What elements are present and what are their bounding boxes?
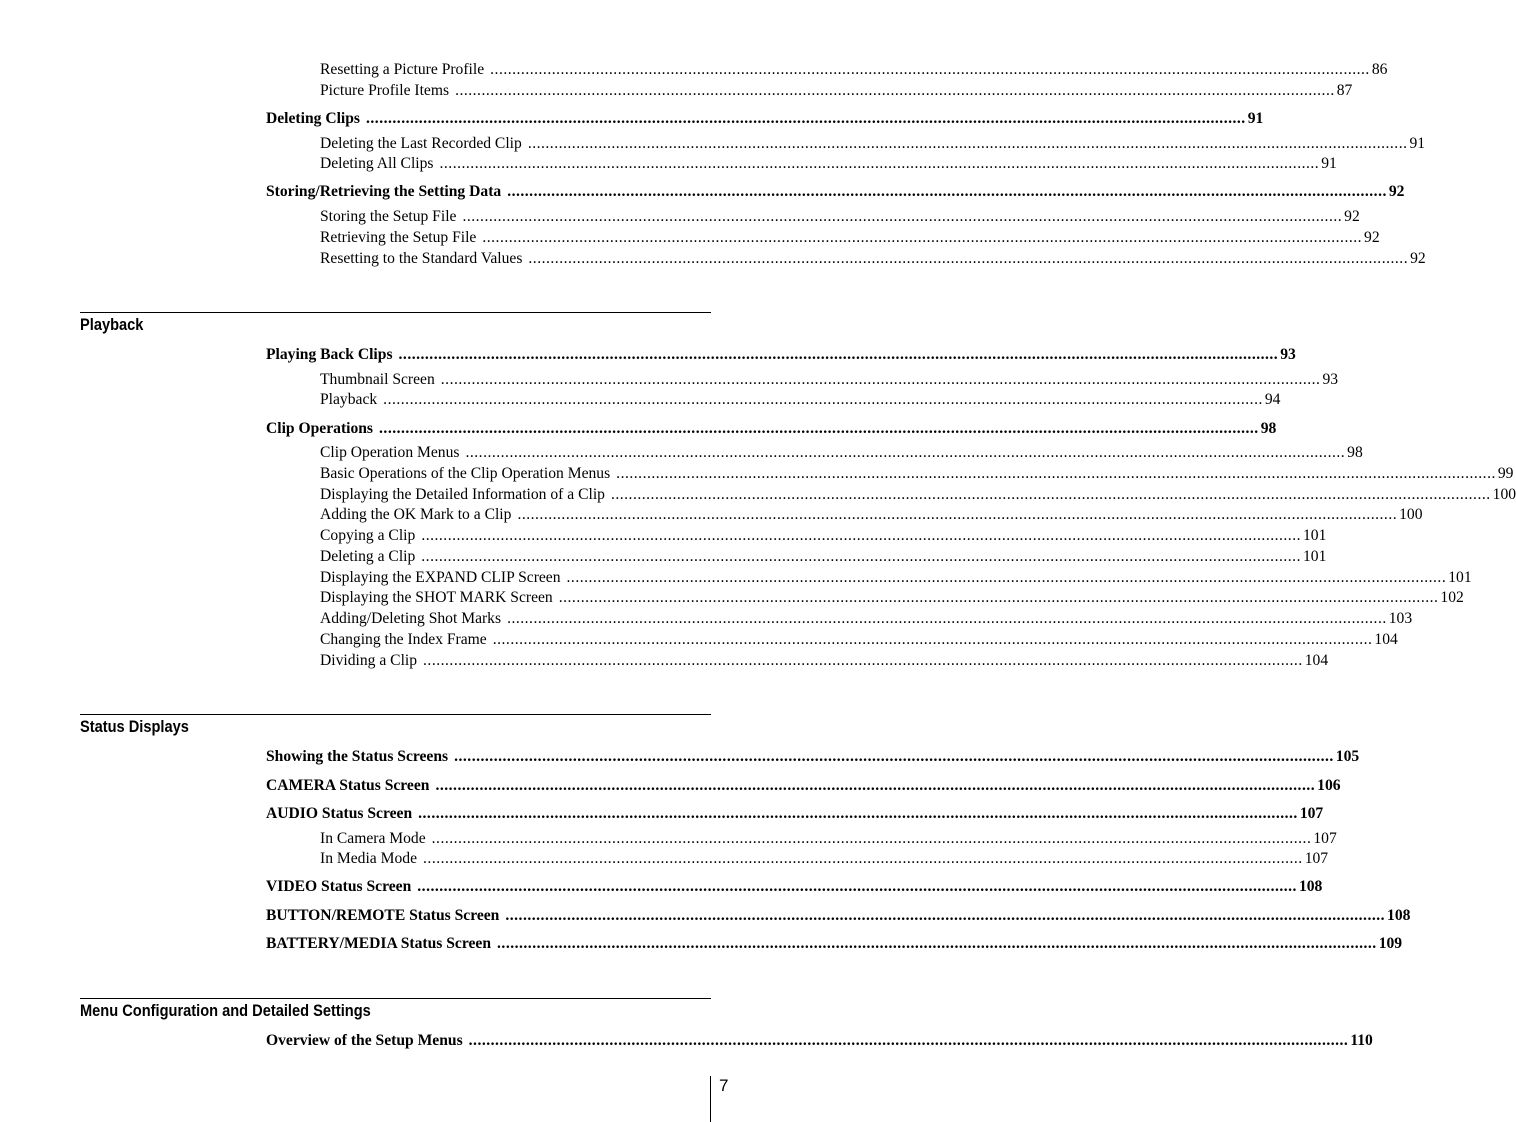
toc-entry-thumbnail-screen[interactable] [320, 370, 1339, 390]
toc-entry-title: Resetting a Picture Profile [320, 61, 485, 78]
toc-entry-page: 108 [1387, 907, 1411, 924]
toc-entry-title: Playing Back Clips [266, 346, 393, 363]
toc-entry-page: 101 [1302, 548, 1327, 565]
toc-entry-deleting-last-recorded-clip[interactable] [320, 134, 1426, 154]
toc-entry-detailed-information-clip[interactable] [320, 485, 1516, 505]
dot-leader: ........................................................................................................................................................................................................ [454, 748, 1334, 765]
toc-entry-title: Adding the OK Mark to a Clip [320, 506, 512, 523]
toc-entry-page: 109 [1378, 935, 1403, 952]
toc-entry-page: 92 [1388, 183, 1405, 200]
toc-entry-dividing-clip[interactable] [320, 651, 1329, 671]
toc-entry-title: Deleting Clips [266, 110, 360, 127]
toc-entry-page: 104 [1374, 631, 1398, 648]
dot-leader: ........................................................................................................................................................................................................ [507, 610, 1387, 627]
toc-entry-title: CAMERA Status Screen [266, 777, 430, 794]
dot-leader: ........................................................................................................................................................................................................ [417, 878, 1297, 895]
toc-entry-title: Deleting the Last Recorded Clip [320, 135, 522, 152]
toc-entry-page: 92 [1364, 229, 1380, 246]
toc-entry-adding-ok-mark[interactable] [320, 505, 1423, 525]
toc-entry-page: 93 [1322, 371, 1339, 388]
dot-leader: ........................................................................................................................................................................................................ [440, 371, 1321, 388]
toc-entry-page: 107 [1304, 850, 1329, 867]
toc-entry-title: Playback [320, 391, 378, 408]
toc-entry-clip-operation-menus[interactable] [320, 443, 1363, 463]
toc-entry-page: 110 [1350, 1032, 1373, 1049]
dot-leader: ........................................................................................................................................................................................................ [418, 805, 1298, 822]
toc-entry-title: Overview of the Setup Menus [266, 1032, 463, 1049]
toc-entry-expand-clip-screen[interactable] [320, 568, 1472, 588]
toc-entry-playing-back-clips[interactable] [266, 345, 1296, 365]
dot-leader: ........................................................................................................................................................................................................ [421, 548, 1301, 565]
section-title-playback: Playback [80, 315, 144, 334]
toc-entry-title: Resetting to the Standard Values [320, 250, 523, 267]
dot-leader: ........................................................................................................................................................................................................ [558, 589, 1439, 606]
dot-leader: ........................................................................................................................................................................................................ [455, 82, 1335, 99]
toc-entry-title: Storing the Setup File [320, 208, 457, 225]
toc-entry-overview-setup-menus[interactable] [266, 1031, 1373, 1051]
toc-entry-changing-index-frame[interactable] [320, 630, 1398, 650]
section-title-status-displays: Status Displays [80, 717, 189, 736]
dot-leader: ........................................................................................................................................................................................................ [527, 135, 1408, 152]
toc-entry-page: 102 [1440, 589, 1464, 606]
toc-entry-title: BUTTON/REMOTE Status Screen [266, 907, 500, 924]
toc-entry-storing-setup-file[interactable] [320, 207, 1360, 227]
toc-entry-page: 94 [1264, 391, 1281, 408]
toc-entry-storing-retrieving-setting-data[interactable] [266, 182, 1405, 202]
toc-entry-page: 93 [1280, 346, 1296, 363]
dot-leader: ........................................................................................................................................................................................................ [435, 777, 1316, 794]
toc-entry-title: Dividing a Clip [320, 652, 418, 669]
dot-leader: ........................................................................................................................................................................................................ [383, 391, 1263, 408]
dot-leader: ........................................................................................................................................................................................................ [421, 527, 1301, 544]
toc-entry-page: 99 [1497, 465, 1514, 482]
toc-entry-title: Copying a Clip [320, 527, 416, 544]
toc-entry-page: 103 [1388, 610, 1413, 627]
toc-entry-title: Retrieving the Setup File [320, 229, 477, 246]
toc-entry-title: In Camera Mode [320, 830, 426, 847]
section-title-menu-configuration: Menu Configuration and Detailed Settings [80, 1001, 371, 1020]
toc-entry-page: 106 [1317, 777, 1341, 794]
toc-entry-in-media-mode[interactable] [320, 849, 1329, 869]
toc-entry-retrieving-setup-file[interactable] [320, 228, 1380, 248]
toc-entry-playback[interactable] [320, 390, 1281, 410]
dot-leader: ........................................................................................................................................................................................................ [610, 486, 1491, 503]
toc-entry-title: In Media Mode [320, 850, 418, 867]
section-divider [80, 714, 711, 715]
toc-entry-resetting-standard-values[interactable] [320, 249, 1426, 269]
toc-entry-title: AUDIO Status Screen [266, 805, 413, 822]
dot-leader: ........................................................................................................................................................................................................ [505, 907, 1386, 924]
toc-entry-button-remote-status-screen[interactable] [266, 906, 1411, 926]
toc-entry-title: Clip Operation Menus [320, 444, 460, 461]
dot-leader: ........................................................................................................................................................................................................ [379, 420, 1259, 437]
toc-entry-video-status-screen[interactable] [266, 877, 1323, 897]
toc-entry-title: Displaying the SHOT MARK Screen [320, 589, 553, 606]
toc-entry-page: 101 [1448, 569, 1472, 586]
toc-entry-page: 98 [1260, 420, 1277, 437]
toc-entry-title: Deleting All Clips [320, 155, 434, 172]
toc-entry-title: Showing the Status Screens [266, 748, 449, 765]
dot-leader: ........................................................................................................................................................................................................ [398, 346, 1279, 363]
toc-entry-deleting-clip[interactable] [320, 547, 1327, 567]
dot-leader: ........................................................................................................................................................................................................ [439, 155, 1320, 172]
toc-entry-page: 108 [1298, 878, 1323, 895]
toc-entry-title: BATTERY/MEDIA Status Screen [266, 935, 492, 952]
dot-leader: ........................................................................................................................................................................................................ [528, 250, 1409, 267]
dot-leader: ........................................................................................................................................................................................................ [431, 830, 1312, 847]
dot-leader: ........................................................................................................................................................................................................ [566, 569, 1447, 586]
page-number-rule [710, 1076, 711, 1122]
toc-entry-title: Displaying the EXPAND CLIP Screen [320, 569, 561, 586]
toc-entry-adding-deleting-shot-marks[interactable] [320, 609, 1413, 629]
toc-entry-page: 91 [1247, 110, 1264, 127]
toc-entry-page: 107 [1299, 805, 1324, 822]
toc-entry-deleting-all-clips[interactable] [320, 154, 1337, 174]
toc-entry-page: 91 [1409, 135, 1426, 152]
dot-leader: ........................................................................................................................................................................................................ [465, 444, 1346, 461]
toc-entry-title: Adding/Deleting Shot Marks [320, 610, 502, 627]
toc-entry-page: 100 [1492, 486, 1516, 503]
dot-leader: ........................................................................................................................................................................................................ [616, 465, 1496, 482]
toc-entry-picture-profile-items[interactable] [320, 81, 1353, 101]
dot-leader: ........................................................................................................................................................................................................ [462, 208, 1343, 225]
toc-entry-basic-operations-clip-operation-menus[interactable] [320, 464, 1514, 484]
toc-entry-audio-status-screen[interactable] [266, 804, 1324, 824]
toc-entry-title: Thumbnail Screen [320, 371, 435, 388]
dot-leader: ........................................................................................................................................................................................................ [492, 631, 1373, 648]
toc-entry-title: Storing/Retrieving the Setting Data [266, 183, 502, 200]
toc-entry-camera-status-screen[interactable] [266, 776, 1341, 796]
toc-entry-shot-mark-screen[interactable] [320, 588, 1464, 608]
dot-leader: ........................................................................................................................................................................................................ [366, 110, 1246, 127]
toc-entry-page: 98 [1347, 444, 1363, 461]
dot-leader: ........................................................................................................................................................................................................ [468, 1032, 1349, 1049]
toc-entry-page: 101 [1303, 527, 1327, 544]
toc-entry-title: Deleting a Clip [320, 548, 416, 565]
toc-entry-resetting-picture-profile[interactable] [320, 60, 1388, 80]
dot-leader: ........................................................................................................................................................................................................ [490, 61, 1370, 78]
toc-entry-page: 105 [1335, 748, 1360, 765]
dot-leader: ........................................................................................................................................................................................................ [517, 506, 1398, 523]
toc-entry-title: Displaying the Detailed Information of a Clip [320, 486, 605, 503]
toc-entry-copying-clip[interactable] [320, 526, 1327, 546]
toc-entry-title: Clip Operations [266, 420, 374, 437]
toc-entry-title: VIDEO Status Screen [266, 878, 412, 895]
toc-entry-page: 86 [1371, 61, 1388, 78]
toc-entry-page: 92 [1410, 250, 1426, 267]
toc-entry-page: 100 [1399, 506, 1423, 523]
toc-entry-title: Changing the Index Frame [320, 631, 487, 648]
toc-entry-title: Picture Profile Items [320, 82, 450, 99]
toc-entry-page: 107 [1313, 830, 1337, 847]
section-divider [80, 312, 711, 313]
toc-entry-title: Basic Operations of the Clip Operation Menus [320, 465, 611, 482]
dot-leader: ........................................................................................................................................................................................................ [423, 850, 1303, 867]
dot-leader: ........................................................................................................................................................................................................ [507, 183, 1387, 200]
toc-entry-deleting-clips[interactable] [266, 109, 1264, 129]
dot-leader: ........................................................................................................................................................................................................ [423, 652, 1303, 669]
toc-entry-page: 92 [1344, 208, 1360, 225]
toc-entry-battery-media-status-screen[interactable] [266, 934, 1403, 954]
dot-leader: ........................................................................................................................................................................................................ [497, 935, 1377, 952]
toc-entry-page: 104 [1304, 652, 1329, 669]
page-number: 7 [719, 1076, 729, 1095]
dot-leader: ........................................................................................................................................................................................................ [482, 229, 1363, 246]
section-divider [80, 998, 711, 999]
toc-entry-clip-operations[interactable] [266, 419, 1277, 439]
toc-entry-showing-status-screens[interactable] [266, 747, 1360, 767]
toc-entry-page: 91 [1321, 155, 1337, 172]
toc-entry-in-camera-mode[interactable] [320, 829, 1337, 849]
toc-entry-page: 87 [1336, 82, 1353, 99]
